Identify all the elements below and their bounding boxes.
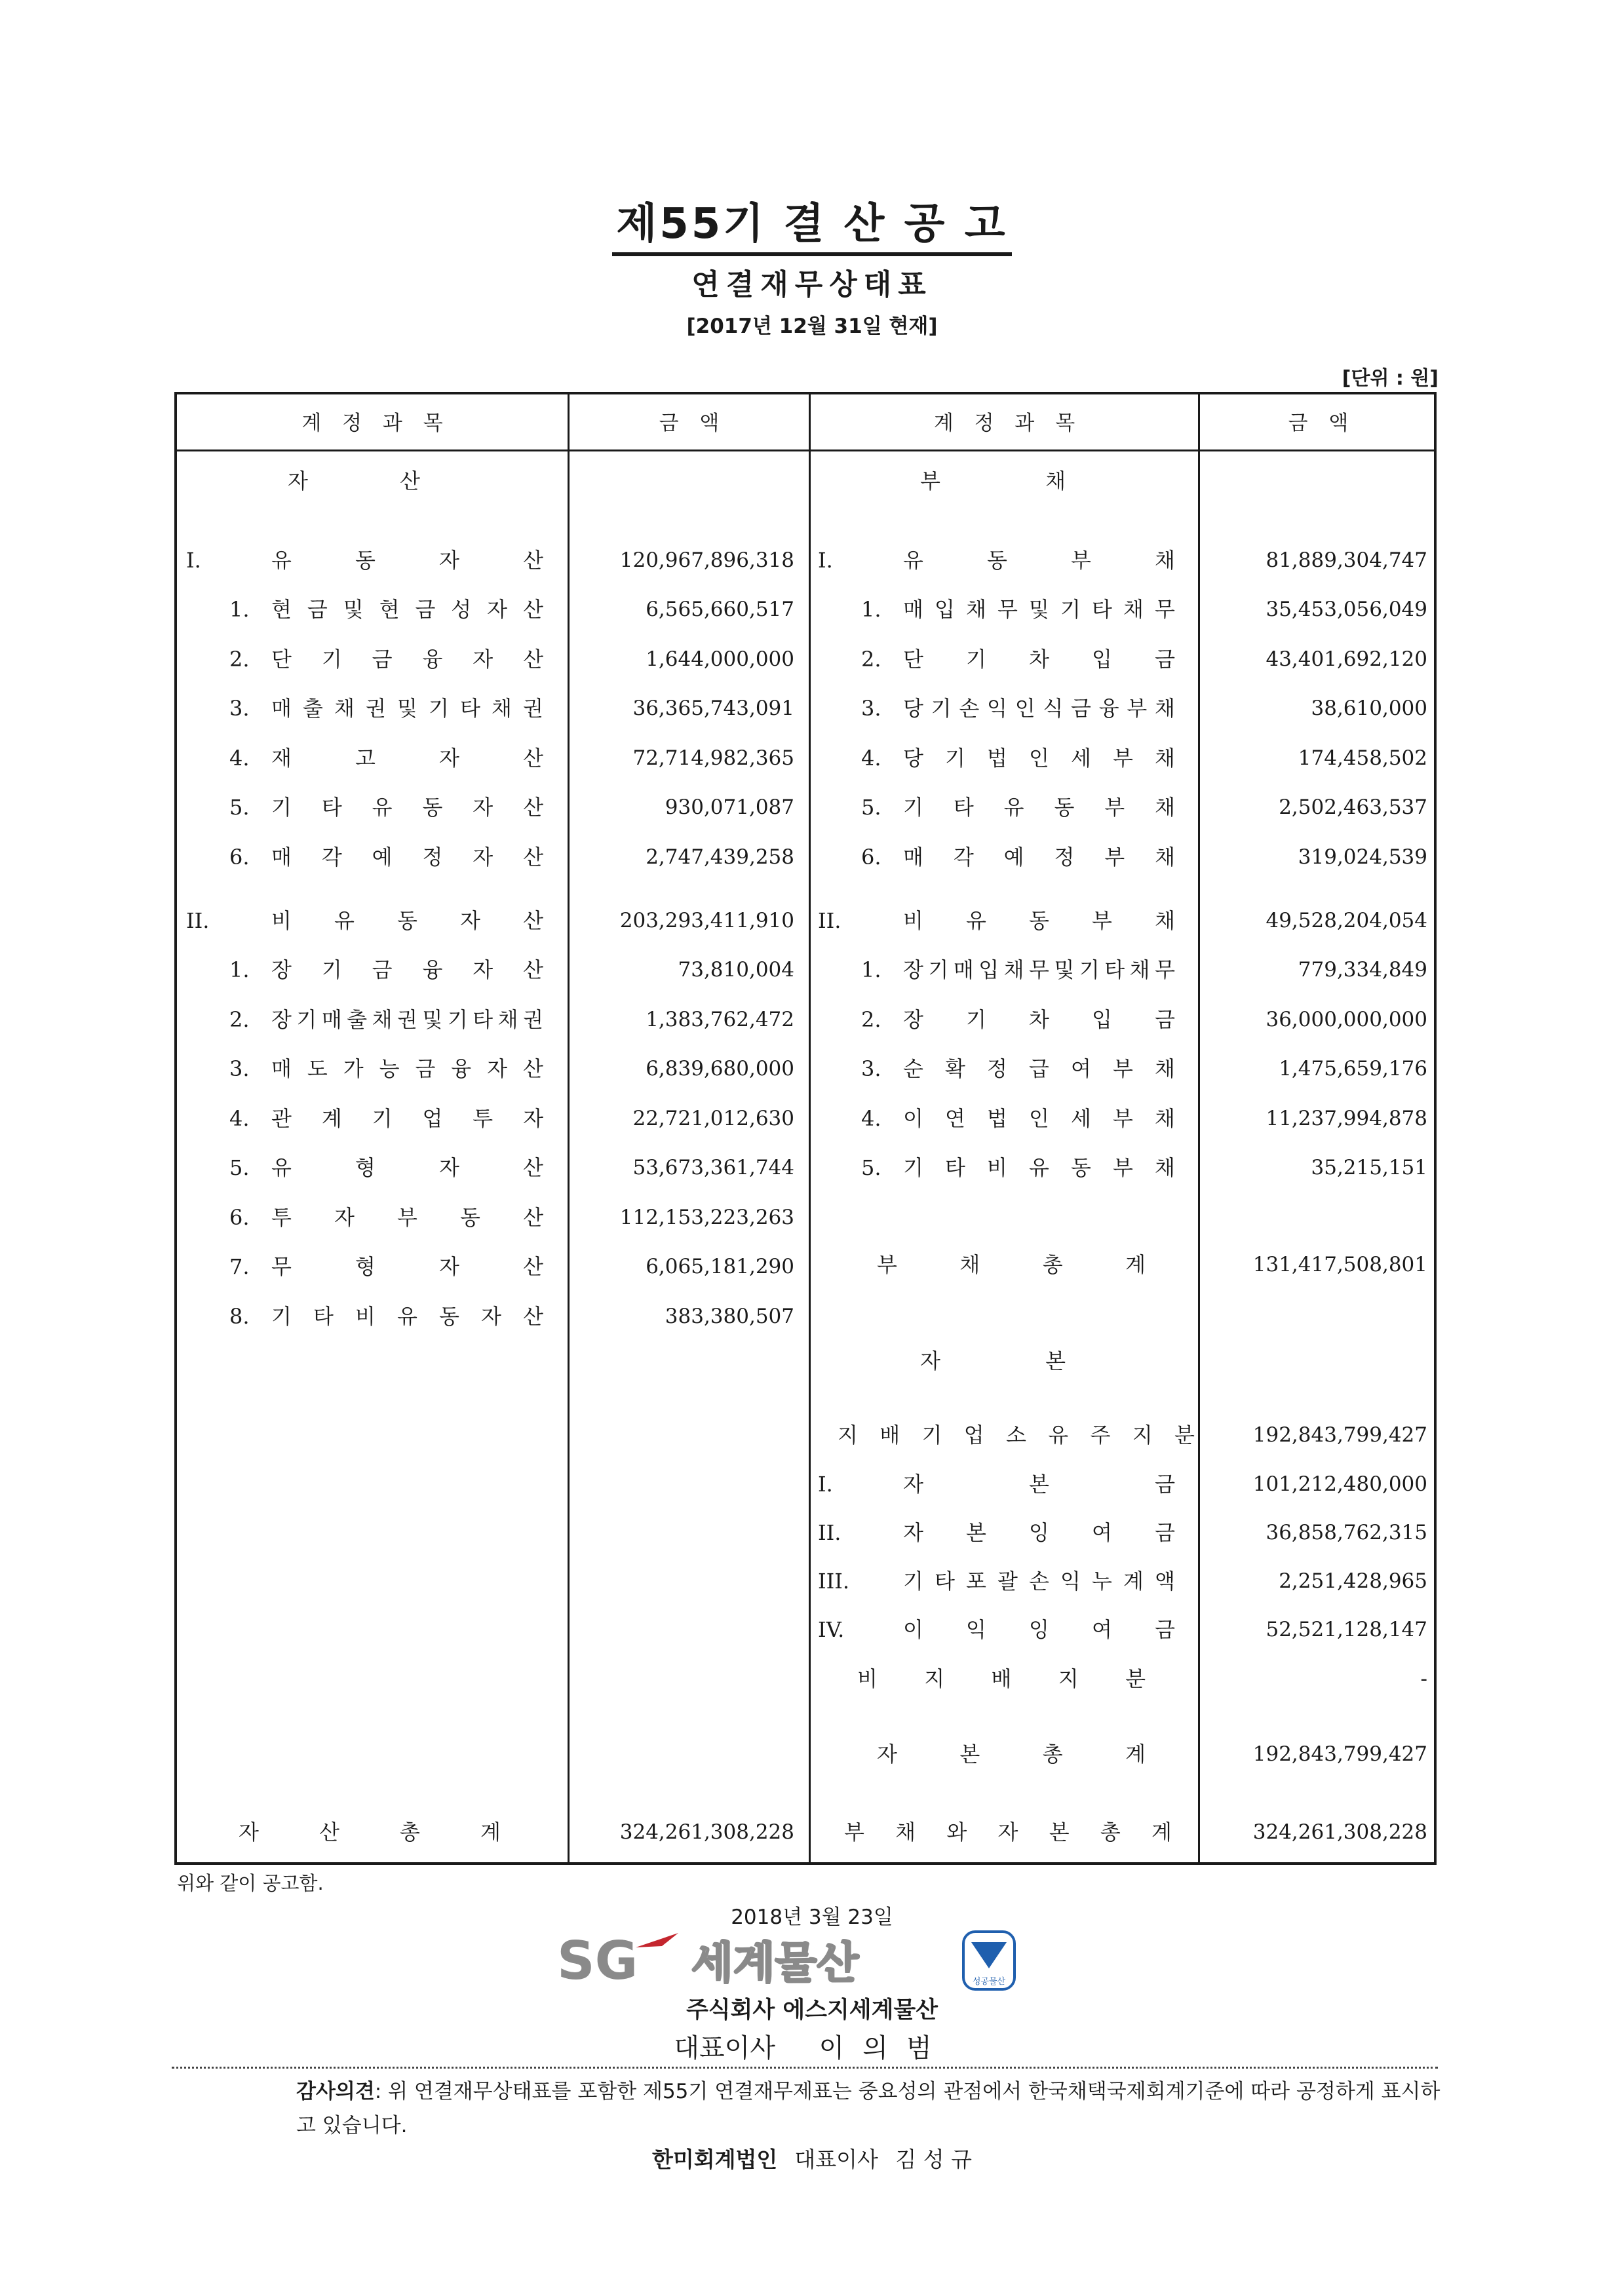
- current-liabilities-label: 유 동 부 채: [903, 548, 1175, 573]
- noncurrent-assets-row: [186, 908, 802, 934]
- current-asset-item-label: 매 출 채 권 및 기 타 채 권: [271, 696, 543, 721]
- current-asset-item-number: 5.: [229, 795, 250, 820]
- current-liability-item-number: 6.: [861, 844, 881, 870]
- rep-title: 대표이사: [674, 2033, 775, 2063]
- logo-sg-text: SG: [557, 1930, 638, 1991]
- noncurrent-asset-item-label: 투 자 부 동 산: [271, 1204, 543, 1230]
- noncurrent-asset-item-label: 기 타 비 유 동 자 산: [271, 1303, 543, 1329]
- noncurrent-liability-item-number: 4.: [861, 1105, 881, 1131]
- noncurrent-liabilities-amount: 49,528,204,054: [1266, 909, 1427, 932]
- noncurrent-asset-item-amount: 112,153,223,263: [619, 1205, 794, 1229]
- unit-label: [단위 : 원]: [1342, 367, 1439, 390]
- noncurrent-asset-item-number: 3.: [229, 1056, 250, 1081]
- current-assets-roman: I.: [186, 548, 201, 573]
- noncurrent-asset-item-number: 1.: [229, 957, 250, 982]
- header-account-left: 계 정 과 목: [301, 411, 443, 435]
- equity-item-amount: 36,858,762,315: [1266, 1521, 1427, 1544]
- noncurrent-asset-item-number: 4.: [229, 1105, 250, 1131]
- auditor-rep-name: 김 성 규: [895, 2147, 972, 2172]
- current-asset-item-number: 4.: [229, 745, 250, 771]
- current-liability-item-label: 당 기 손 익 인 식 금 융 부 채: [903, 696, 1175, 721]
- logo-arrow-icon: [636, 1933, 678, 1947]
- noncurrent-liability-item-amount: 11,237,994,878: [1266, 1106, 1427, 1130]
- divider: [172, 2067, 1438, 2069]
- current-asset-item-number: 1.: [229, 597, 250, 622]
- noncurrent-liabilities-roman: II.: [818, 908, 841, 933]
- noncurrent-asset-item-amount: 22,721,012,630: [632, 1106, 794, 1130]
- current-liability-item-amount: 174,458,502: [1298, 746, 1427, 770]
- current-asset-item-amount: 2,747,439,258: [646, 845, 794, 869]
- current-asset-item-amount: 1,644,000,000: [646, 647, 794, 671]
- rep-name: 이의범: [819, 2033, 950, 2063]
- current-liabilities-amount: 81,889,304,747: [1266, 548, 1427, 572]
- current-asset-item-label: 재 고 자 산: [271, 745, 543, 771]
- current-liability-item-amount: 2,502,463,537: [1279, 795, 1427, 819]
- noncurrent-asset-item-amount: 383,380,507: [665, 1304, 794, 1328]
- total-assets-amount: 324,261,308,228: [619, 1820, 794, 1844]
- parent-equity-amount: 192,843,799,427: [1252, 1423, 1427, 1447]
- auditor-rep-title: 대표이사: [794, 2147, 878, 2172]
- current-liability-item-label: 매 각 예 정 부 채: [903, 844, 1175, 870]
- nci-amount: -: [1420, 1667, 1427, 1691]
- header-account-right: 계 정 과 목: [933, 411, 1075, 435]
- notice-statement: 위와 같이 공고함.: [177, 1872, 324, 1894]
- total-equity-amount: 192,843,799,427: [1252, 1742, 1427, 1766]
- current-liability-item-number: 2.: [861, 646, 881, 672]
- noncurrent-assets-label: 비 유 동 자 산: [271, 908, 543, 933]
- current-liability-item-label: 기 타 유 동 부 채: [903, 795, 1175, 820]
- noncurrent-asset-item-amount: 6,839,680,000: [646, 1057, 794, 1081]
- noncurrent-asset-item-number: 8.: [229, 1303, 250, 1329]
- current-liability-item-number: 3.: [861, 696, 881, 721]
- noncurrent-liability-item-number: 5.: [861, 1155, 881, 1180]
- noncurrent-asset-item-amount: 6,065,181,290: [646, 1255, 794, 1278]
- current-assets-row: [186, 547, 802, 573]
- current-asset-item-amount: 72,714,982,365: [632, 746, 794, 770]
- noncurrent-liability-item-label: 이 연 법 인 세 부 채: [903, 1105, 1175, 1131]
- current-liability-item-amount: 319,024,539: [1298, 845, 1427, 869]
- noncurrent-asset-item-label: 매 도 가 능 금 융 자 산: [271, 1056, 543, 1081]
- emblem-icon: [963, 1932, 1015, 1989]
- logo-korean-text: 세계물산: [691, 1938, 859, 1988]
- noncurrent-liability-item-amount: 779,334,849: [1298, 958, 1427, 982]
- assets-section-title: 자 산: [288, 469, 420, 493]
- equity-item-label: 자 본 잉 여 금: [903, 1520, 1175, 1545]
- noncurrent-asset-item-amount: 1,383,762,472: [646, 1007, 794, 1031]
- noncurrent-asset-item-number: 2.: [229, 1006, 250, 1032]
- current-asset-item-label: 단 기 금 융 자 산: [271, 646, 543, 672]
- current-liabilities-row: [818, 547, 1427, 573]
- header-amount-left: 금 액: [659, 411, 720, 435]
- notice-title: 제55기 결 산 공 고: [0, 190, 1624, 250]
- statement-period: [2017년 12월 31일 현재]: [686, 315, 938, 338]
- notice-date: 2018년 3월 23일: [731, 1905, 893, 1929]
- current-liability-item-amount: 35,453,056,049: [1266, 598, 1427, 621]
- current-liability-item-amount: 43,401,692,120: [1266, 647, 1427, 671]
- current-asset-item-amount: 930,071,087: [665, 795, 794, 819]
- current-liabilities-roman: I.: [818, 548, 833, 573]
- current-liability-item-label: 당 기 법 인 세 부 채: [903, 745, 1175, 771]
- noncurrent-liability-item-number: 2.: [861, 1006, 881, 1032]
- liabilities-section-title: 부 채: [920, 469, 1066, 493]
- noncurrent-asset-item-amount: 73,810,004: [678, 958, 794, 982]
- equity-item-number: I.: [818, 1472, 833, 1497]
- noncurrent-asset-item-label: 무 형 자 산: [271, 1254, 543, 1279]
- current-assets-label: 유 동 자 산: [271, 548, 543, 573]
- total-liabilities-amount: 131,417,508,801: [1252, 1253, 1427, 1276]
- total-liabilities-label: 부 채 총 계: [877, 1252, 1146, 1277]
- total-assets-label: 자 산 총 계: [239, 1820, 501, 1845]
- noncurrent-liability-item-amount: 1,475,659,176: [1279, 1057, 1427, 1081]
- equity-item-number: II.: [818, 1520, 841, 1545]
- nci-label: 비 지 배 지 분: [857, 1666, 1146, 1691]
- noncurrent-liabilities-label: 비 유 동 부 채: [903, 908, 1175, 933]
- current-liability-item-number: 1.: [861, 597, 881, 622]
- noncurrent-asset-item-number: 6.: [229, 1204, 250, 1230]
- noncurrent-asset-item-label: 장 기 매 출 채 권 및 기 타 채 권: [271, 1006, 543, 1032]
- representative: [0, 2027, 1624, 2065]
- noncurrent-liability-item-number: 3.: [861, 1056, 881, 1081]
- current-assets-amount: 120,967,896,318: [619, 548, 794, 572]
- noncurrent-assets-amount: 203,293,411,910: [619, 909, 794, 932]
- noncurrent-liability-item-label: 장 기 차 입 금: [903, 1006, 1175, 1032]
- noncurrent-asset-item-number: 7.: [229, 1254, 250, 1279]
- balance-sheet-table: [174, 392, 1437, 1865]
- current-asset-item-amount: 6,565,660,517: [646, 598, 794, 621]
- current-asset-item-label: 매 각 예 정 자 산: [271, 844, 543, 870]
- emblem-text: 성공물산: [972, 1977, 1006, 1987]
- current-liability-item-label: 단 기 차 입 금: [903, 646, 1175, 672]
- company-name: 주식회사 에스지세계물산: [686, 1997, 938, 2023]
- current-asset-item-number: 2.: [229, 646, 250, 672]
- noncurrent-liability-item-label: 순 확 정 급 여 부 채: [903, 1056, 1175, 1081]
- grand-total-label: 부 채 와 자 본 총 계: [844, 1820, 1172, 1845]
- audit-label: 감사의견: [296, 2080, 375, 2103]
- current-asset-item-label: 기 타 유 동 자 산: [271, 795, 543, 820]
- current-asset-item-number: 6.: [229, 844, 250, 870]
- noncurrent-liability-item-amount: 35,215,151: [1311, 1156, 1427, 1179]
- statement-title: 연결재무상태표: [691, 268, 933, 301]
- equity-item-label: 기 타 포 괄 손 익 누 계 액: [903, 1569, 1175, 1594]
- parent-equity-label: 지 배 기 업 소 유 주 지 분: [838, 1423, 1195, 1447]
- noncurrent-liability-item-label: 장 기 매 입 채 무 및 기 타 채 무: [903, 957, 1175, 982]
- noncurrent-liability-item-amount: 36,000,000,000: [1266, 1007, 1427, 1031]
- equity-item-amount: 52,521,128,147: [1266, 1618, 1427, 1641]
- current-asset-item-number: 3.: [229, 696, 250, 721]
- total-equity-label: 자 본 총 계: [877, 1742, 1146, 1767]
- equity-item-label: 이 익 잉 여 금: [903, 1617, 1175, 1642]
- current-liability-item-number: 4.: [861, 745, 881, 771]
- noncurrent-asset-item-amount: 53,673,361,744: [632, 1156, 794, 1179]
- noncurrent-liabilities-row: [818, 908, 1427, 934]
- auditor: [0, 2143, 1624, 2173]
- audit-opinion: [296, 2075, 1450, 2143]
- noncurrent-liability-item-number: 1.: [861, 957, 881, 982]
- noncurrent-liability-item-label: 기 타 비 유 동 부 채: [903, 1155, 1175, 1180]
- auditor-firm: 한미회계법인: [652, 2147, 778, 2172]
- noncurrent-asset-item-number: 5.: [229, 1155, 250, 1180]
- audit-text: : 위 연결재무상태표를 포함한 제55기 연결재무제표는 중요성의 관점에서 한국채택국제회계기준에 따라 공정하게 표시하고 있습니다.: [296, 2080, 1440, 2137]
- equity-item-number: III.: [818, 1569, 850, 1594]
- noncurrent-assets-roman: II.: [186, 908, 210, 933]
- equity-section-title: 자 본: [920, 1349, 1066, 1373]
- grand-total-amount: 324,261,308,228: [1252, 1820, 1427, 1844]
- company-logo: [557, 1928, 1029, 2000]
- noncurrent-asset-item-label: 유 형 자 산: [271, 1155, 543, 1180]
- noncurrent-asset-item-label: 장 기 금 융 자 산: [271, 957, 543, 982]
- current-liability-item-number: 5.: [861, 795, 881, 820]
- equity-item-amount: 2,251,428,965: [1279, 1569, 1427, 1593]
- equity-item-number: IV.: [818, 1617, 845, 1642]
- noncurrent-asset-item-label: 관 계 기 업 투 자: [271, 1105, 543, 1131]
- equity-item-amount: 101,212,480,000: [1252, 1472, 1427, 1496]
- equity-item-label: 자 본 금: [903, 1472, 1175, 1497]
- current-liability-item-amount: 38,610,000: [1311, 697, 1427, 720]
- current-asset-item-label: 현 금 및 현 금 성 자 산: [271, 597, 543, 622]
- header-amount-right: 금 액: [1288, 411, 1349, 435]
- current-asset-item-amount: 36,365,743,091: [632, 697, 794, 720]
- current-liability-item-label: 매 입 채 무 및 기 타 채 무: [903, 597, 1175, 622]
